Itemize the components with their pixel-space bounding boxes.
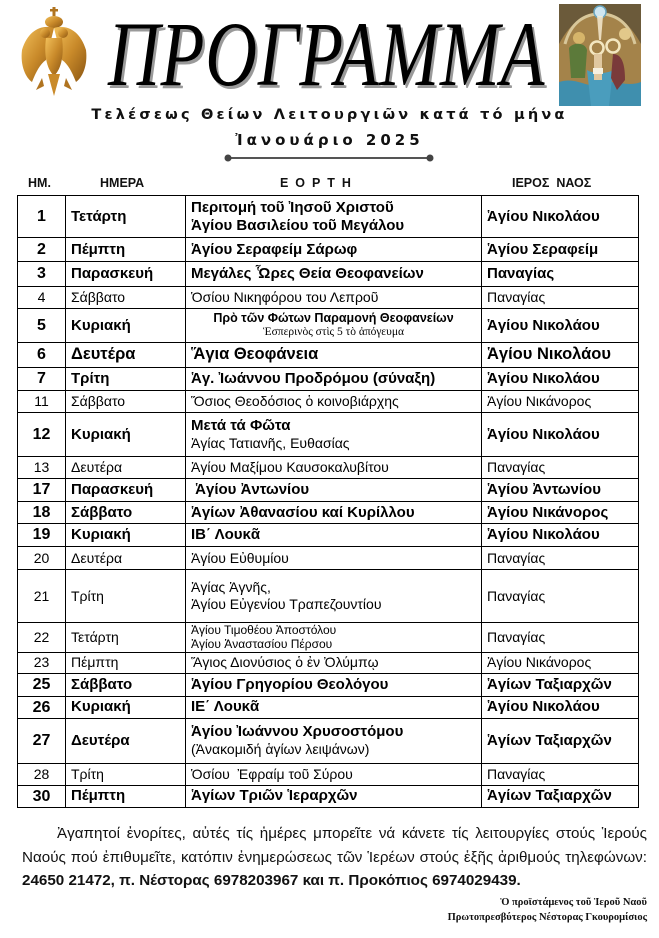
feast-cell [186,652,482,673]
feast-line: Περιτομή τοῦ Ἰησοῦ Χριστοῦ [191,198,394,216]
day-number-cell: 11 [18,391,66,413]
table-row [18,343,639,368]
church-cell: Ἁγίου Νικολάου [482,196,639,238]
feast-line: Ἁγίου Σεραφείμ Σάρωφ [191,240,358,258]
feast-line: Ἁγίας Τατιανῆς, Ευθασίας [191,435,350,452]
feast-cell [186,547,482,570]
feast-cell [186,479,482,502]
weekday-cell: Σάββατο [66,502,186,524]
table-row [18,696,639,718]
church-cell: Ἁγίων Ταξιαρχῶν [482,718,639,763]
feast-line: Ἑσπερινὸς στὶς 5 τὸ ἀπόγευμα [262,326,405,339]
feast-cell [186,785,482,807]
weekday-cell: Τετάρτη [66,196,186,238]
feast-cell [186,718,482,763]
feast-cell [186,413,482,457]
weekday-cell: Πέμπτη [66,652,186,673]
day-number-cell: 28 [18,763,66,785]
church-cell: Παναγίας [482,457,639,479]
table-row [18,652,639,673]
weekday-cell: Κυριακή [66,413,186,457]
church-cell: Παναγίας [482,262,639,287]
feast-line: (Ἀνακομιδή ἁγίων λειψάνων) [191,741,370,758]
table-row [18,238,639,262]
church-cell: Ἁγίου Νικολάου [482,343,639,368]
table-row [18,673,639,696]
table-row [18,368,639,391]
day-number-cell: 26 [18,696,66,718]
church-cell: Ἁγίου Σεραφείμ [482,238,639,262]
weekday-cell: Παρασκευή [66,479,186,502]
weekday-cell: Πέμπτη [66,785,186,807]
feast-cell [186,502,482,524]
feast-cell [186,457,482,479]
day-number-cell: 13 [18,457,66,479]
feast-cell [186,196,482,238]
feast-line: Ἅγιος Διονύσιος ὁ ἐν Ὀλύμπῳ [191,654,379,671]
schedule-table [17,195,639,808]
day-number-cell: 22 [18,623,66,653]
feast-line: Ὁσίου Ἐφραίμ τοῦ Σύρου [191,765,353,782]
church-cell: Ἁγίου Νικολάου [482,309,639,343]
feast-cell [186,309,482,343]
subtitle: Τελέσεως Θείων Λειτουργιῶν κατά τό μήνα [91,107,568,123]
table-row [18,502,639,524]
day-number-cell: 4 [18,287,66,309]
day-number-cell: 27 [18,718,66,763]
feast-line: Ἁγίου Τιμοθέου Ἀποστόλου [191,623,337,637]
day-number-cell: 5 [18,309,66,343]
feast-cell [186,524,482,547]
feast-cell [186,696,482,718]
weekday-cell: Τρίτη [66,763,186,785]
feast-cell [186,343,482,368]
weekday-cell: Σάββατο [66,673,186,696]
table-row [18,718,639,763]
notice-text: Ἀγαπητοί ἐνορίτες, αὐτές τίς ἡμέρες μπορεῖτε νά κάνετε τίς λειτουργίες στούς Ἱερούς Ναούς πού ἐπιθυμεῖτε, κατόπιν ἐνημερώσεως τῶν Ἱερέων στούς ἑξῆς ἀριθμούς τηλεφώνων: [22,825,647,866]
church-cell: Ἁγίου Νικάνορος [482,652,639,673]
weekday-cell: Δευτέρα [66,718,186,763]
table-row [18,623,639,653]
feast-cell [186,391,482,413]
feast-line: Ὁσίου Νικηφόρου του Λεπροῦ [191,289,379,306]
day-number-cell: 30 [18,785,66,807]
table-row [18,479,639,502]
church-cell: Ἁγίων Ταξιαρχῶν [482,785,639,807]
table-row [18,524,639,547]
weekday-cell: Κυριακή [66,524,186,547]
day-number-cell: 3 [18,262,66,287]
feast-line: Πρὸ τῶν Φώτων Παραμονή Θεοφανείων [213,311,454,326]
day-number-cell: 12 [18,413,66,457]
table-row [18,547,639,570]
feast-cell [186,368,482,391]
feast-cell [186,623,482,653]
feast-line: Ἁγίων Τριῶν Ἱεραρχῶν [191,787,358,805]
feast-line: Ἁγίου Ἰωάννου Χρυσοστόμου [191,723,404,741]
feast-line: Ἁγίας Ἁγνῆς, [191,579,271,596]
church-cell: Παναγίας [482,570,639,623]
table-row [18,413,639,457]
feast-line: Ἁγίου Γρηγορίου Θεολόγου [191,675,389,693]
church-cell: Ἁγίου Νικάνορος [482,391,639,413]
feast-line: Ἁγίου Εὐγενίου Τραπεζουντίου [191,596,382,612]
church-cell: Παναγίας [482,623,639,653]
day-number-cell: 18 [18,502,66,524]
signature-block [448,895,647,925]
day-number-cell: 19 [18,524,66,547]
signature-title: Ὁ προϊστάμενος τοῦ Ἱεροῦ Ναοῦ [500,897,647,908]
day-number-cell: 23 [18,652,66,673]
column-header-feast: Ε Ο Ρ Τ Η [280,176,351,190]
signature-name: Πρωτοπρεσβύτερος Νέστορας Γκουρομίσιος [447,912,647,923]
day-number-cell: 7 [18,368,66,391]
weekday-cell: Κυριακή [66,696,186,718]
double-headed-eagle-icon [18,6,90,98]
column-header-church: ΙΕΡΟΣ ΝΑΟΣ [512,176,592,190]
church-cell: Ἁγίου Νικολάου [482,696,639,718]
weekday-cell: Δευτέρα [66,457,186,479]
weekday-cell: Δευτέρα [66,547,186,570]
contact-numbers: 24650 21472, π. Νέστορας 6978203967 και π. Προκόπιος 6974029439. [22,872,521,889]
weekday-cell: Τρίτη [66,570,186,623]
table-row [18,457,639,479]
church-cell: Ἁγίου Νικολάου [482,524,639,547]
feast-line: ΙΕ΄ Λουκᾶ [191,698,260,716]
feast-cell [186,570,482,623]
weekday-cell: Πέμπτη [66,238,186,262]
feast-line: Ἁγίου Ἀναστασίου Πέρσου [191,637,333,652]
weekday-cell: Δευτέρα [66,343,186,368]
church-cell: Παναγίας [482,287,639,309]
feast-line: Ἁγίου Βασιλείου τοῦ Μεγάλου [191,216,405,234]
feast-line: Μετά τά Φῶτα [191,417,291,435]
month-underline-divider [224,149,434,157]
table-row [18,763,639,785]
table-row [18,785,639,807]
page-title: ΠΡΟΓΡΑΜΜΑ [108,3,546,105]
column-header-day-number: ΗΜ. [28,176,51,190]
church-cell: Παναγίας [482,763,639,785]
feast-line: Ἅγια Θεοφάνεια [191,345,319,364]
church-cell: Ἁγίου Νικολάου [482,413,639,457]
church-cell: Ἁγίου Νικάνορος [482,502,639,524]
church-cell: Παναγίας [482,547,639,570]
day-number-cell: 25 [18,673,66,696]
church-cell: Ἁγίων Ταξιαρχῶν [482,673,639,696]
table-row [18,391,639,413]
feast-line: Ἁγίου Εὐθυμίου [191,549,289,566]
day-number-cell: 21 [18,570,66,623]
table-row [18,570,639,623]
feast-cell [186,673,482,696]
day-number-cell: 6 [18,343,66,368]
church-cell: Ἁγίου Νικολάου [482,368,639,391]
feast-cell [186,262,482,287]
month-label: Ἰανουάριο 2025 [235,131,424,149]
day-number-cell: 17 [18,479,66,502]
feast-line: Ἁγίου Μαξίμου Καυσοκαλυβίτου [191,459,389,476]
theophany-icon [559,4,641,106]
weekday-cell: Τρίτη [66,368,186,391]
day-number-cell: 20 [18,547,66,570]
church-cell: Ἁγίου Ἀντωνίου [482,479,639,502]
feast-line: Ἁγ. Ἰωάννου Προδρόμου (σύναξη) [191,370,436,387]
table-row [18,196,639,238]
column-header-weekday: ΗΜΕΡΑ [100,176,145,190]
feast-line: Ὅσιος Θεοδόσιος ὁ κοινοβιάρχης [191,393,399,410]
weekday-cell: Τετάρτη [66,623,186,653]
feast-line: Ἁγίων Ἀθανασίου καί Κυρίλλου [191,503,415,521]
table-row [18,287,639,309]
table-row [18,309,639,343]
feast-line: Μεγάλες Ὧρες Θεία Θεοφανείων [191,265,424,282]
feast-cell [186,763,482,785]
feast-cell [186,238,482,262]
day-number-cell: 2 [18,238,66,262]
feast-line: ΙΒ΄ Λουκᾶ [191,526,261,543]
weekday-cell: Παρασκευή [66,262,186,287]
weekday-cell: Σάββατο [66,287,186,309]
weekday-cell: Κυριακή [66,309,186,343]
weekday-cell: Σάββατο [66,391,186,413]
feast-cell [186,287,482,309]
table-row [18,262,639,287]
notice-paragraph [22,822,647,893]
feast-line: Ἁγίου Ἀντωνίου [191,481,310,498]
day-number-cell: 1 [18,196,66,238]
